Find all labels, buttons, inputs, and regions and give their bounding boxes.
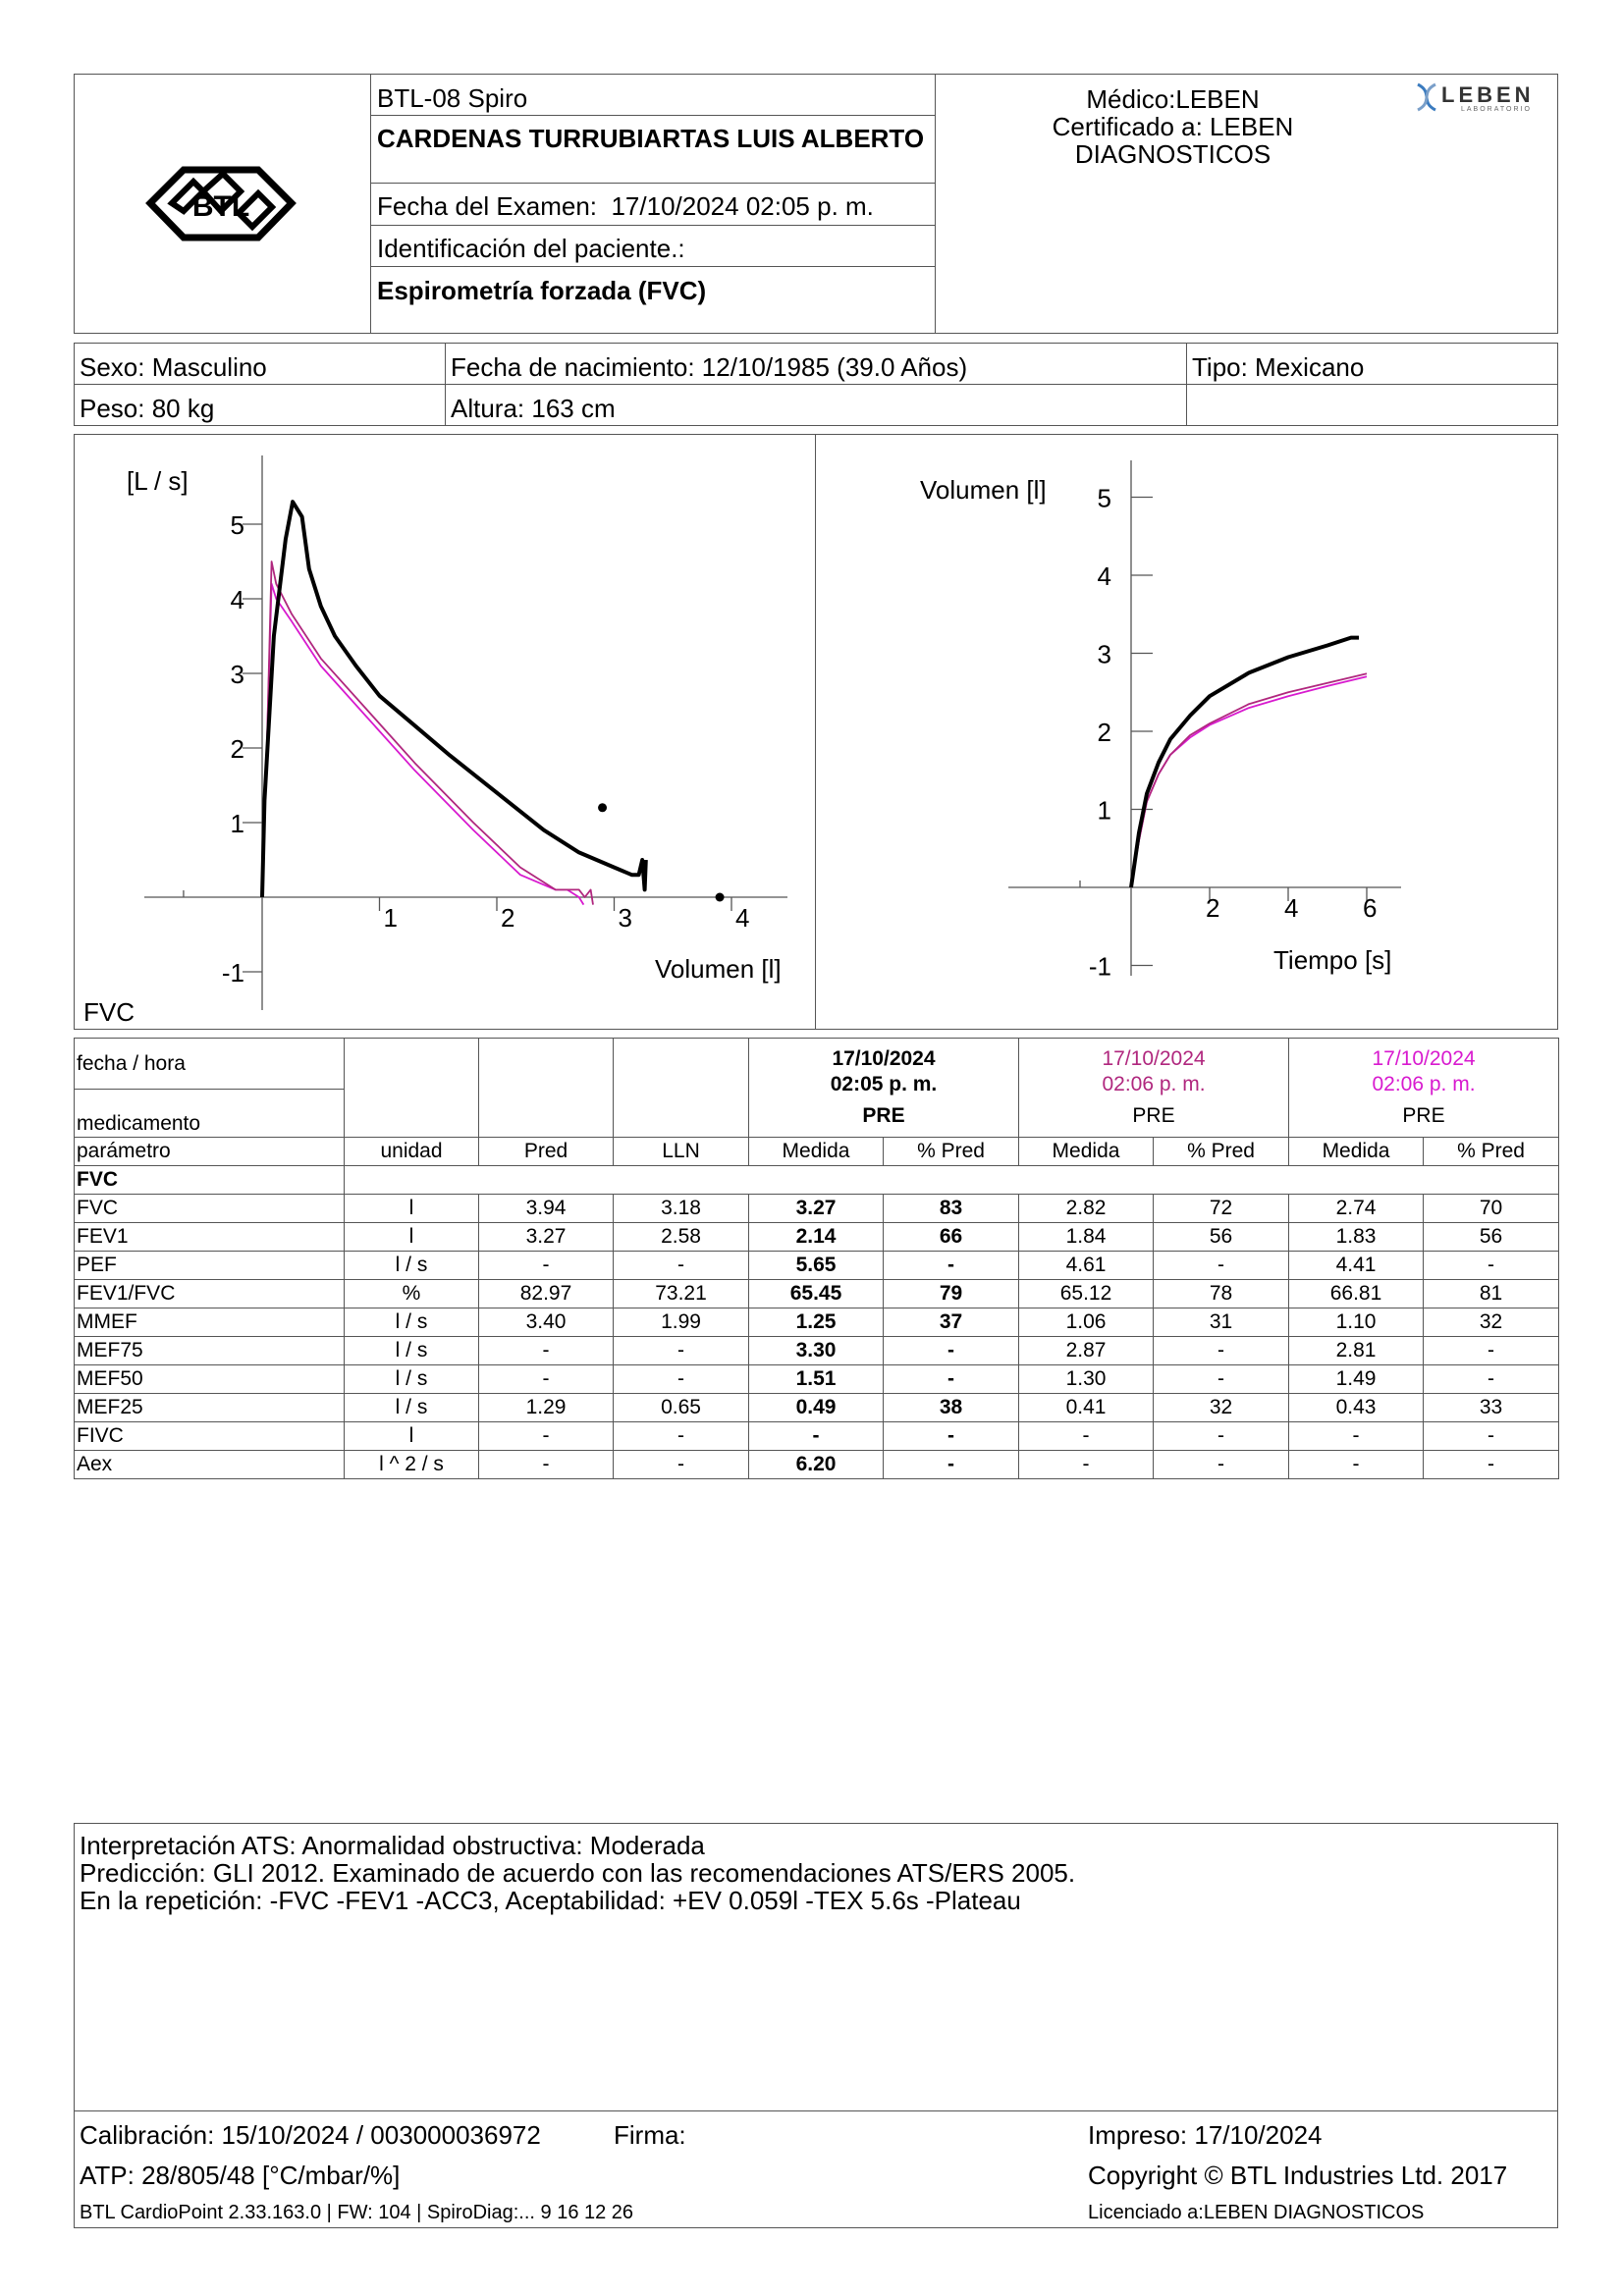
parameter-name: FVC [75, 1195, 345, 1223]
table-row [75, 1280, 1559, 1308]
table-cell: % [345, 1280, 479, 1308]
col-header: Medida [1289, 1138, 1424, 1166]
flow-corner-label: FVC [83, 997, 135, 1027]
y-tick-label: 2 [230, 734, 244, 764]
table-cell: - [884, 1252, 1019, 1280]
table-cell: l / s [345, 1252, 479, 1280]
leben-logo-subtext: LABORATORIO [1461, 106, 1532, 113]
x-tick-label: 6 [1363, 893, 1378, 923]
btl-logo-icon [142, 162, 299, 245]
certified-line2: DIAGNOSTICOS [1074, 139, 1271, 169]
trial-1-time: 02:05 p. m. [830, 1073, 938, 1095]
table-cell: 0.49 [749, 1394, 884, 1422]
y-tick-label: 3 [1097, 639, 1111, 669]
trial-2-med: PRE [1132, 1104, 1175, 1127]
table-cell: 3.94 [479, 1195, 614, 1223]
table-cell: l / s [345, 1394, 479, 1422]
table-cell: 2.81 [1289, 1337, 1424, 1365]
table-cell: 73.21 [614, 1280, 749, 1308]
table-cell: - [614, 1422, 749, 1451]
table-cell: 4.41 [1289, 1252, 1424, 1280]
signature-label: Firma: [614, 2120, 686, 2150]
fecha-label: fecha / hora [75, 1039, 345, 1090]
flow-ylabel: [L / s] [127, 466, 189, 496]
dna-icon [1414, 82, 1439, 112]
table-cell: - [1424, 1252, 1559, 1280]
parameter-name: FIVC [75, 1422, 345, 1451]
table-cell: - [614, 1337, 749, 1365]
col-header: % Pred [1424, 1138, 1559, 1166]
table-row [75, 1422, 1559, 1451]
patient-birth: Fecha de nacimiento: 12/10/1985 (39.0 Años) [451, 352, 968, 382]
table-cell: 3.27 [749, 1195, 884, 1223]
table-cell: - [1154, 1365, 1289, 1394]
trial-2-header [1019, 1039, 1289, 1138]
trial-2-time: 02:06 p. m. [1102, 1073, 1206, 1095]
series-line-1 [262, 502, 646, 897]
printed-date: Impreso: 17/10/2024 [1088, 2120, 1323, 2150]
table-cell: 33 [1424, 1394, 1559, 1422]
medicamento-label: medicamento [75, 1090, 345, 1138]
parameter-name: FEV1/FVC [75, 1280, 345, 1308]
table-cell: - [1289, 1422, 1424, 1451]
table-cell: l [345, 1223, 479, 1252]
series-line-2 [262, 561, 593, 905]
y-tick-label: -1 [1088, 951, 1111, 982]
y-tick-label: -1 [221, 958, 244, 988]
table-cell: - [1154, 1337, 1289, 1365]
table-cell: 79 [884, 1280, 1019, 1308]
parameter-name: MEF50 [75, 1365, 345, 1394]
table-cell: - [884, 1365, 1019, 1394]
patient-height: Altura: 163 cm [451, 394, 616, 423]
patient-weight: Peso: 80 kg [80, 394, 215, 423]
trial-3-time: 02:06 p. m. [1372, 1073, 1476, 1095]
table-cell: 66 [884, 1223, 1019, 1252]
parameter-name: MEF75 [75, 1337, 345, 1365]
volume-time-chart [817, 436, 1556, 1028]
col-header: LLN [614, 1138, 749, 1166]
trial-1-date: 17/10/2024 [832, 1047, 936, 1070]
table-cell: 1.83 [1289, 1223, 1424, 1252]
table-cell: 4.61 [1019, 1252, 1154, 1280]
software-version: BTL CardioPoint 2.33.163.0 | FW: 104 | SpiroDiag:... 9 16 12 26 [80, 2202, 634, 2223]
table-cell: 1.51 [749, 1365, 884, 1394]
reference-point [716, 893, 725, 902]
table-cell: 56 [1424, 1223, 1559, 1252]
table-cell: - [1289, 1451, 1424, 1479]
table-cell: - [479, 1252, 614, 1280]
x-tick-label: 4 [1284, 893, 1299, 923]
table-cell: - [1154, 1252, 1289, 1280]
vt-xlabel: Tiempo [s] [1273, 945, 1392, 975]
table-cell: 2.14 [749, 1223, 884, 1252]
copyright-text: Copyright © BTL Industries Ltd. 2017 [1088, 2161, 1508, 2190]
table-cell: - [1154, 1451, 1289, 1479]
table-row [75, 1308, 1559, 1337]
table-cell: 3.40 [479, 1308, 614, 1337]
table-cell: l ^ 2 / s [345, 1451, 479, 1479]
table-cell: 78 [1154, 1280, 1289, 1308]
exam-date-label: Fecha del Examen: [377, 191, 598, 221]
table-cell: - [1424, 1422, 1559, 1451]
table-cell: 1.06 [1019, 1308, 1154, 1337]
results-table [74, 1038, 1559, 1479]
table-cell: - [479, 1337, 614, 1365]
x-tick-label: 3 [618, 903, 632, 933]
y-tick-label: 1 [230, 809, 244, 838]
interpretation-line1: Interpretación ATS: Anormalidad obstructiva: Moderada [80, 1831, 705, 1860]
table-cell: 83 [884, 1195, 1019, 1223]
table-cell: l / s [345, 1308, 479, 1337]
patient-name: CARDENAS TURRUBIARTAS LUIS ALBERTO [377, 124, 925, 153]
parameter-name: Aex [75, 1451, 345, 1479]
table-cell: 65.45 [749, 1280, 884, 1308]
table-cell: - [479, 1365, 614, 1394]
table-cell: 66.81 [1289, 1280, 1424, 1308]
table-cell: 1.30 [1019, 1365, 1154, 1394]
flow-volume-chart [76, 436, 814, 1028]
patient-type: Tipo: Mexicano [1192, 352, 1365, 382]
col-header: Pred [479, 1138, 614, 1166]
y-tick-label: 1 [1097, 795, 1111, 826]
table-row [75, 1451, 1559, 1479]
table-cell: 1.29 [479, 1394, 614, 1422]
table-cell: - [1019, 1422, 1154, 1451]
table-row [75, 1223, 1559, 1252]
table-row [75, 1252, 1559, 1280]
table-cell: 2.82 [1019, 1195, 1154, 1223]
column-header-row [75, 1138, 1559, 1166]
table-cell: - [884, 1422, 1019, 1451]
table-cell: 72 [1154, 1195, 1289, 1223]
series-line-3 [1131, 676, 1367, 887]
x-tick-label: 1 [383, 903, 398, 933]
trial-1-header [749, 1039, 1019, 1138]
col-header: % Pred [1154, 1138, 1289, 1166]
col-header: Medida [749, 1138, 884, 1166]
series-line-2 [1131, 673, 1367, 887]
test-name: Espirometría forzada (FVC) [377, 276, 707, 305]
col-header: unidad [345, 1138, 479, 1166]
trial-1-med: PRE [862, 1104, 905, 1127]
table-cell: 81 [1424, 1280, 1559, 1308]
table-cell: 6.20 [749, 1451, 884, 1479]
col-header: Medida [1019, 1138, 1154, 1166]
table-cell: 1.99 [614, 1308, 749, 1337]
parameter-name: MMEF [75, 1308, 345, 1337]
table-cell: 2.58 [614, 1223, 749, 1252]
atp-text: ATP: 28/805/48 [°C/mbar/%] [80, 2161, 401, 2190]
device-name: BTL-08 Spiro [377, 83, 528, 113]
table-cell: l [345, 1195, 479, 1223]
table-cell: 32 [1424, 1308, 1559, 1337]
table-cell: - [1424, 1337, 1559, 1365]
exam-date-value: 17/10/2024 02:05 p. m. [611, 191, 874, 221]
table-cell: 2.74 [1289, 1195, 1424, 1223]
trial-2-date: 17/10/2024 [1102, 1047, 1206, 1070]
flow-xlabel: Volumen [l] [655, 954, 782, 984]
table-cell: - [479, 1451, 614, 1479]
table-cell: 82.97 [479, 1280, 614, 1308]
vt-ylabel: Volumen [l] [920, 475, 1047, 505]
table-cell: l [345, 1422, 479, 1451]
table-cell: 38 [884, 1394, 1019, 1422]
y-tick-label: 3 [230, 660, 244, 689]
parameter-name: MEF25 [75, 1394, 345, 1422]
table-cell: - [614, 1365, 749, 1394]
table-cell: 0.65 [614, 1394, 749, 1422]
interpretation-line3: En la repetición: -FVC -FEV1 -ACC3, Aceptabilidad: +EV 0.059l -TEX 5.6s -Plateau [80, 1886, 1021, 1915]
table-row [75, 1365, 1559, 1394]
table-cell: - [749, 1422, 884, 1451]
x-tick-label: 2 [501, 903, 515, 933]
table-cell: 56 [1154, 1223, 1289, 1252]
table-cell: 1.25 [749, 1308, 884, 1337]
trial-3-med: PRE [1402, 1104, 1445, 1127]
trial-3-date: 17/10/2024 [1372, 1047, 1476, 1070]
table-cell: 1.84 [1019, 1223, 1154, 1252]
doctor-name: Médico:LEBEN [1086, 84, 1260, 114]
table-cell: - [614, 1252, 749, 1280]
y-tick-label: 5 [230, 510, 244, 540]
table-cell: 32 [1154, 1394, 1289, 1422]
leben-logo-text: LEBEN [1441, 82, 1535, 107]
table-cell: 37 [884, 1308, 1019, 1337]
table-row [75, 1337, 1559, 1365]
btl-logo-text: BTL [191, 190, 250, 223]
table-cell: 2.87 [1019, 1337, 1154, 1365]
col-header: parámetro [75, 1138, 345, 1166]
table-row [75, 1195, 1559, 1223]
table-cell: l / s [345, 1365, 479, 1394]
certified-line1: Certificado a: LEBEN [1052, 112, 1294, 141]
table-cell: l / s [345, 1337, 479, 1365]
table-cell: 31 [1154, 1308, 1289, 1337]
trial-3-header [1289, 1039, 1559, 1138]
exam-date [377, 191, 874, 221]
table-cell: - [479, 1422, 614, 1451]
patient-sex: Sexo: Masculino [80, 352, 267, 382]
table-row [75, 1394, 1559, 1422]
table-cell: 5.65 [749, 1252, 884, 1280]
table-cell: 1.10 [1289, 1308, 1424, 1337]
group-row [75, 1166, 1559, 1195]
table-cell: - [1424, 1365, 1559, 1394]
table-cell: - [1154, 1422, 1289, 1451]
table-cell: - [1424, 1451, 1559, 1479]
table-cell: 0.43 [1289, 1394, 1424, 1422]
group-label: FVC [75, 1166, 345, 1195]
y-tick-label: 5 [1097, 483, 1111, 513]
x-tick-label: 2 [1206, 893, 1220, 923]
parameter-name: PEF [75, 1252, 345, 1280]
table-cell: 0.41 [1019, 1394, 1154, 1422]
patient-id-label: Identificación del paciente.: [377, 234, 685, 263]
col-header: % Pred [884, 1138, 1019, 1166]
table-cell: - [884, 1451, 1019, 1479]
x-tick-label: 4 [735, 903, 750, 933]
interpretation-line2: Predicción: GLI 2012. Examinado de acuerdo con las recomendaciones ATS/ERS 2005. [80, 1858, 1076, 1888]
table-cell: 3.30 [749, 1337, 884, 1365]
table-cell: - [1019, 1451, 1154, 1479]
table-cell: - [884, 1337, 1019, 1365]
leben-logo [1414, 80, 1551, 116]
y-tick-label: 4 [1097, 561, 1111, 591]
calibration-text: Calibración: 15/10/2024 / 003000036972 [80, 2120, 541, 2150]
y-tick-label: 2 [1097, 718, 1111, 747]
series-line-3 [262, 584, 583, 905]
table-cell: 3.27 [479, 1223, 614, 1252]
table-cell: 65.12 [1019, 1280, 1154, 1308]
table-cell: 3.18 [614, 1195, 749, 1223]
table-cell: 70 [1424, 1195, 1559, 1223]
y-tick-label: 4 [230, 585, 244, 614]
license-text: Licenciado a:LEBEN DIAGNOSTICOS [1088, 2202, 1425, 2223]
parameter-name: FEV1 [75, 1223, 345, 1252]
table-cell: - [614, 1451, 749, 1479]
reference-point [598, 803, 607, 812]
table-cell: 1.49 [1289, 1365, 1424, 1394]
